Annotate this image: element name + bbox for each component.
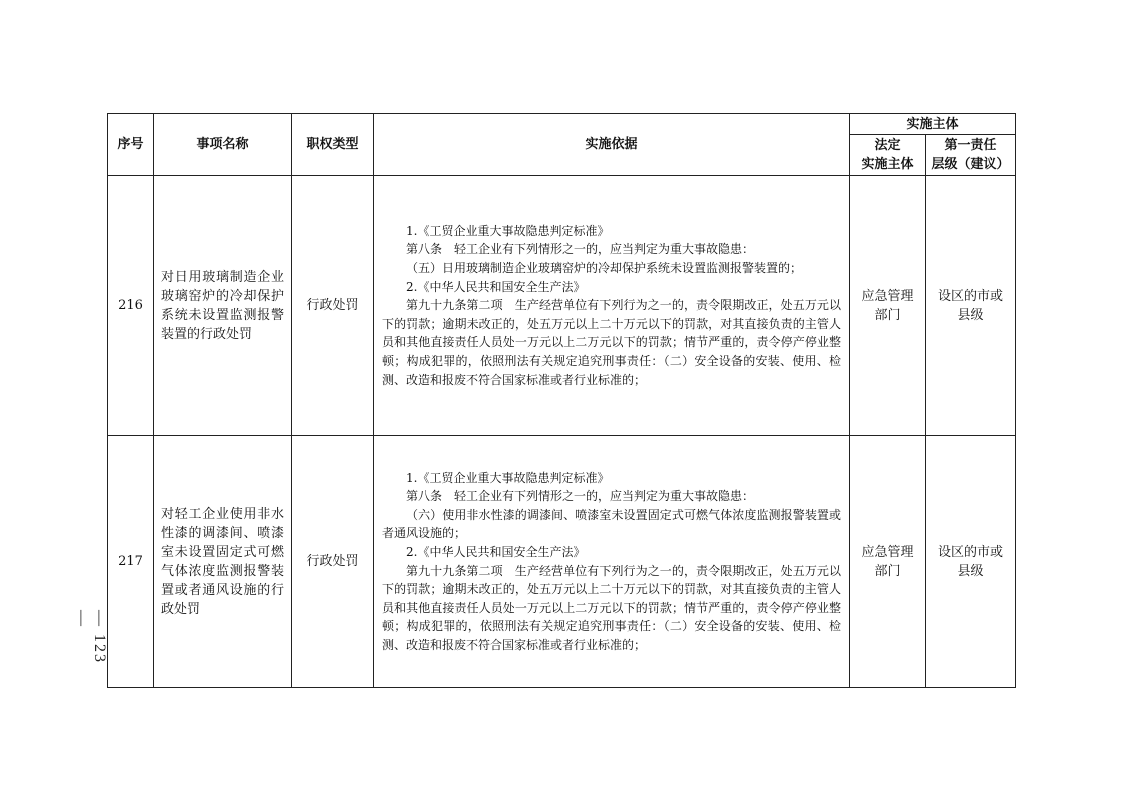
header-first-level: 第一责任 层级（建议）	[926, 135, 1016, 176]
row-basis	[374, 436, 850, 688]
row-legal-subject: 应急管理部门	[850, 176, 926, 436]
basis-paragraph: 第八条 轻工企业有下列情形之一的，应当判定为重大事故隐患：	[406, 489, 755, 504]
header-subject: 实施主体	[850, 114, 1016, 135]
header-seq: 序号	[108, 114, 154, 176]
table-row	[108, 176, 1016, 436]
header-legal-subject: 法定 实施主体	[850, 135, 926, 176]
page-number: — 123 —	[73, 610, 108, 664]
basis-paragraph: 1.《工贸企业重大事故隐患判定标准》	[406, 223, 610, 238]
table-row	[108, 436, 1016, 688]
row-seq: 217	[108, 436, 154, 688]
row-legal-subject: 应急管理部门	[850, 436, 926, 688]
table-header-row	[108, 114, 1016, 135]
basis-paragraph: （五）日用玻璃制造企业玻璃窑炉的冷却保护系统未设置监测报警装置的；	[406, 261, 803, 276]
basis-paragraph: 2.《中华人民共和国安全生产法》	[406, 544, 586, 559]
basis-paragraph: 第八条 轻工企业有下列情形之一的，应当判定为重大事故隐患：	[406, 242, 755, 257]
row-first-level: 设区的市或县级	[926, 436, 1016, 688]
row-power-type: 行政处罚	[292, 436, 374, 688]
basis-paragraph: 2.《中华人民共和国安全生产法》	[406, 279, 586, 294]
header-basis: 实施依据	[374, 114, 850, 176]
header-item-name: 事项名称	[154, 114, 292, 176]
basis-paragraph: 第九十九条第二项 生产经营单位有下列行为之一的，责令限期改正，处五万元以下的罚款；逾期未改正的，处五万元以上二十万元以下的罚款，对其直接负责的主管人员和其他直接责任人员处一万元以上二万元以下的罚款；情节严重的，责令停产停业整顿；构成犯罪的，依照刑法有关规定追究刑事责任：（二）安全设备的安装、使用、检测、改造和报废不符合国家标准或者行业标准的；	[382, 563, 841, 652]
enforcement-items-table	[107, 113, 1016, 688]
basis-paragraph: （六）使用非水性漆的调漆间、喷漆室未设置固定式可燃气体浓度监测报警装置或者通风设施的；	[382, 507, 841, 541]
row-power-type: 行政处罚	[292, 176, 374, 436]
row-basis	[374, 176, 850, 436]
row-item-name: 对轻工企业使用非水性漆的调漆间、喷漆室未设置固定式可燃气体浓度监测报警装置或者通风设施的行政处罚	[154, 436, 292, 688]
basis-paragraph: 1.《工贸企业重大事故隐患判定标准》	[406, 470, 610, 485]
row-seq: 216	[108, 176, 154, 436]
document-table-wrapper	[107, 113, 1015, 687]
basis-paragraph: 第九十九条第二项 生产经营单位有下列行为之一的，责令限期改正，处五万元以下的罚款；逾期未改正的，处五万元以上二十万元以下的罚款，对其直接负责的主管人员和其他直接责任人员处一万元以上二万元以下的罚款；情节严重的，责令停产停业整顿；构成犯罪的，依照刑法有关规定追究刑事责任：（二）安全设备的安装、使用、检测、改造和报废不符合国家标准或者行业标准的；	[382, 298, 841, 387]
row-first-level: 设区的市或县级	[926, 176, 1016, 436]
row-item-name: 对日用玻璃制造企业玻璃窑炉的冷却保护系统未设置监测报警装置的行政处罚	[154, 176, 292, 436]
header-power-type: 职权类型	[292, 114, 374, 176]
